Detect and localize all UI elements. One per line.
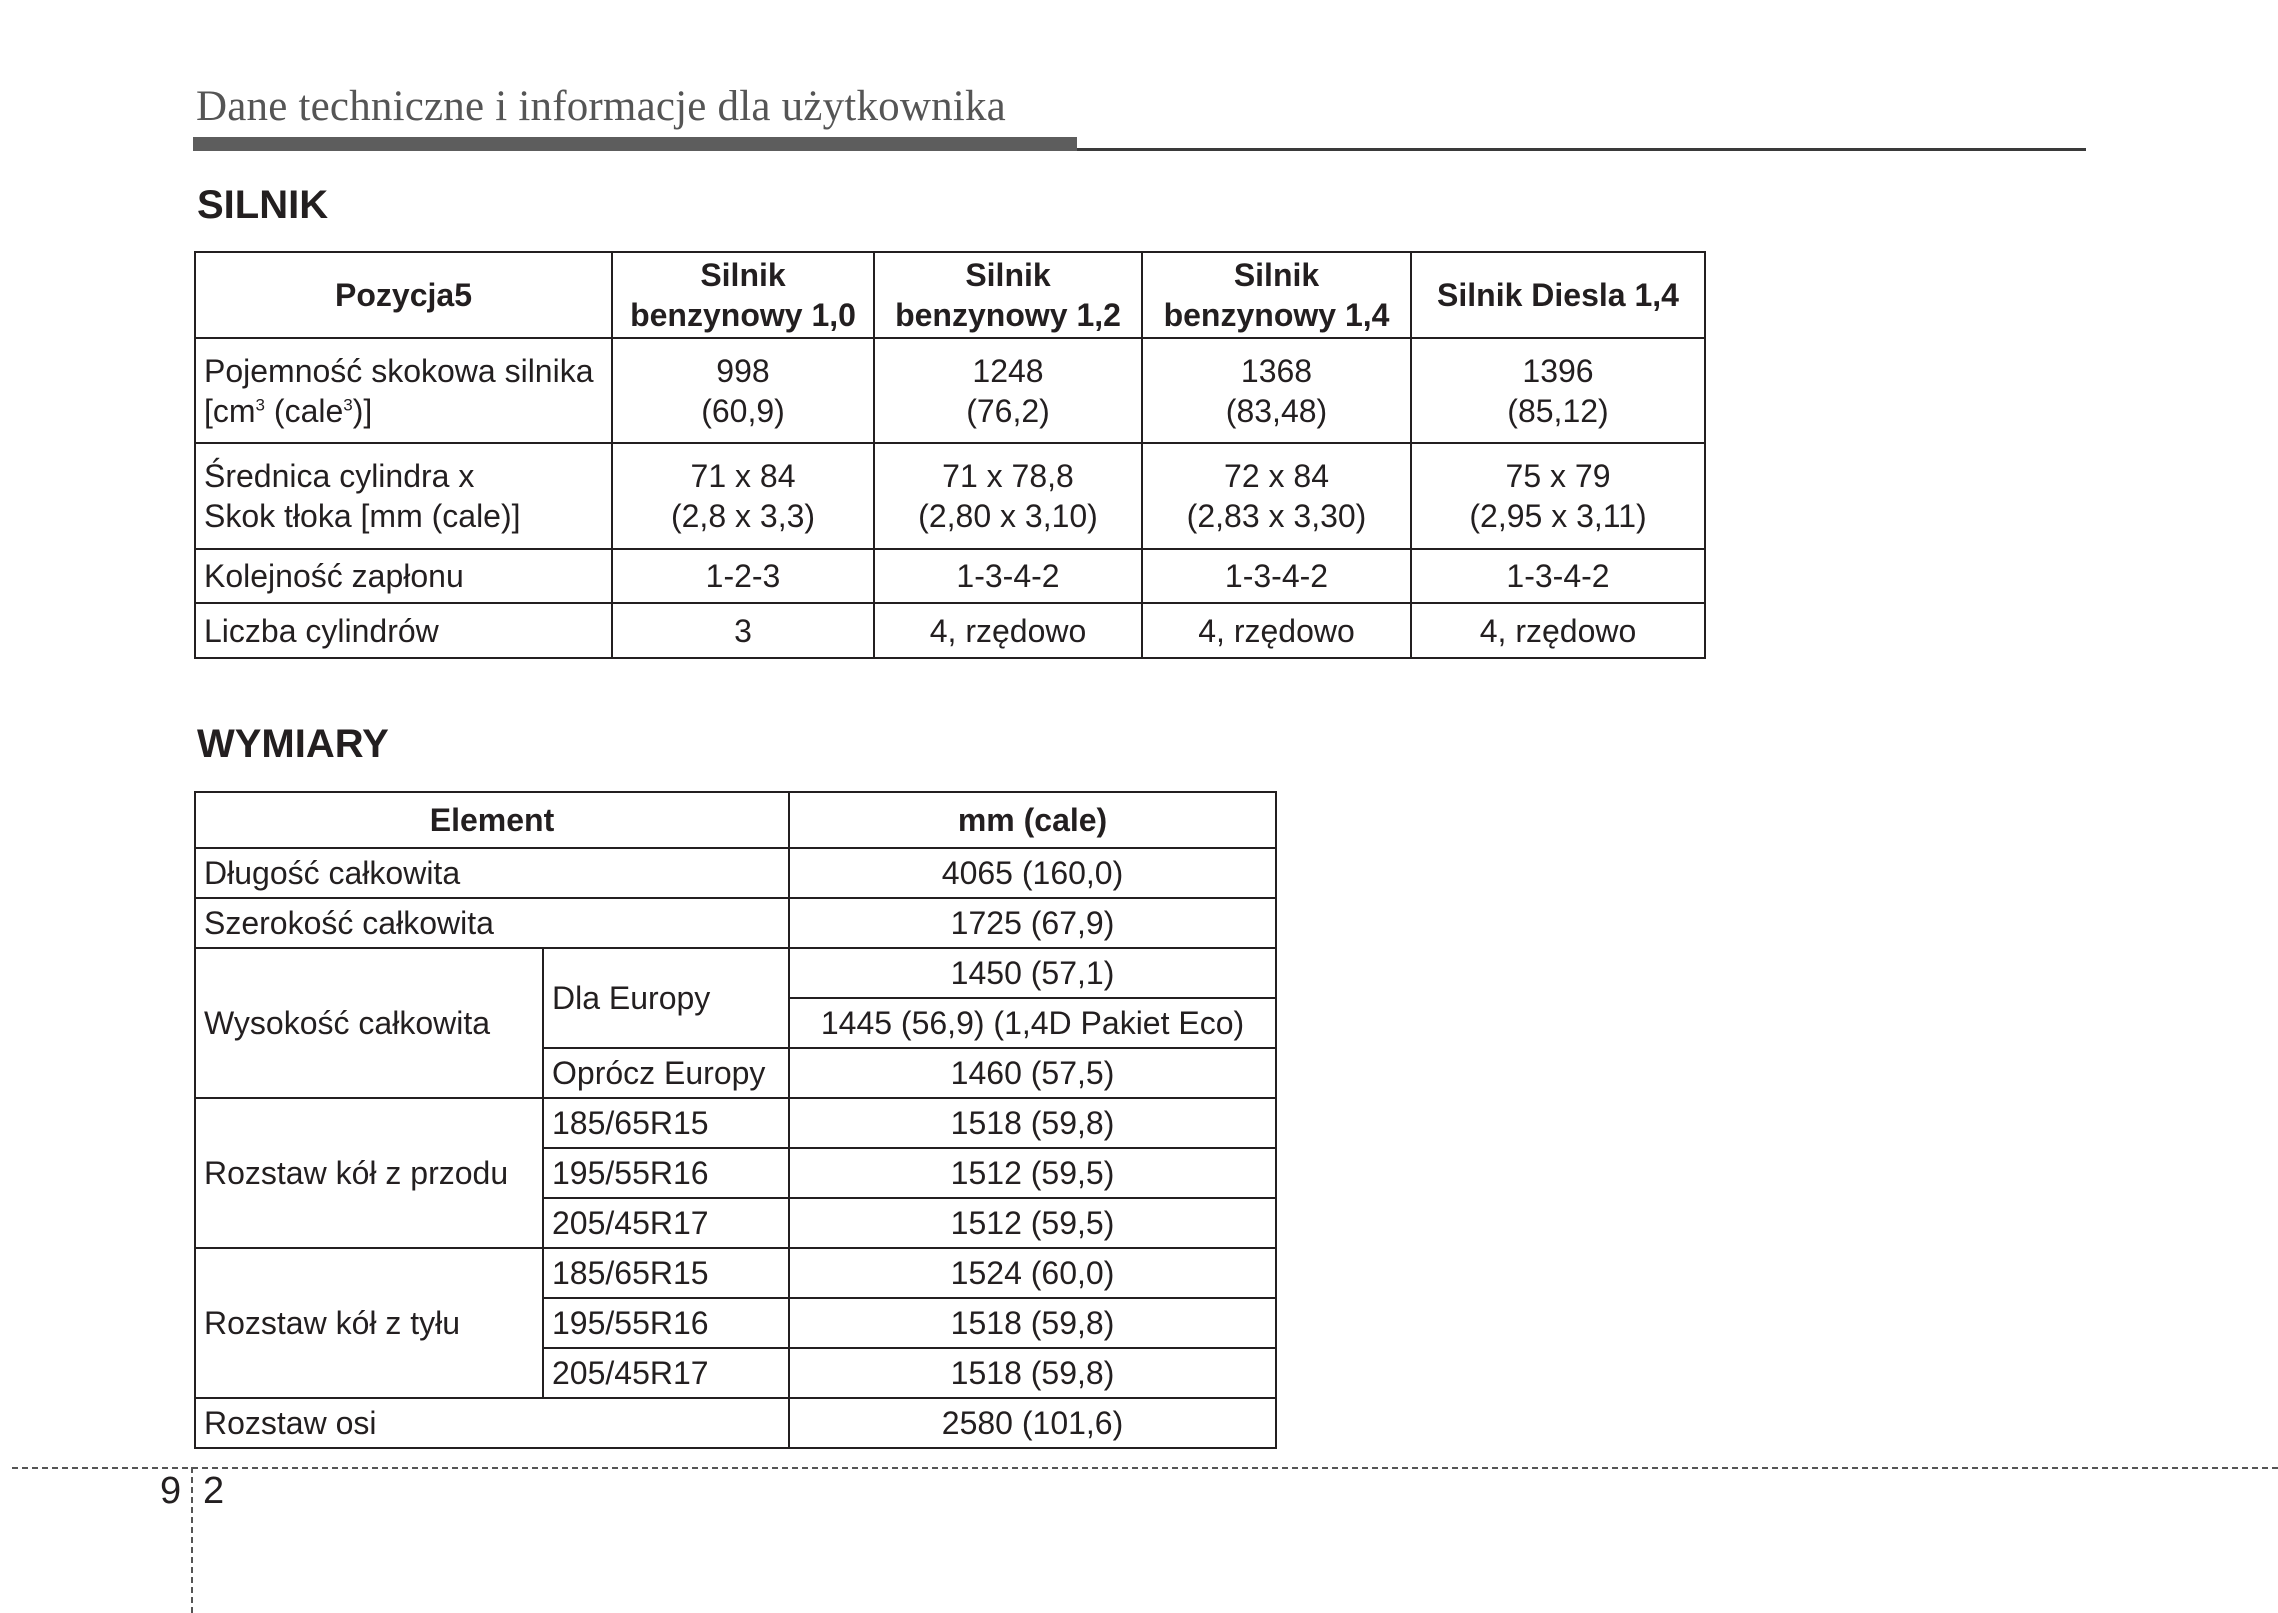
table-cell: 1518 (59,8) [789,1098,1276,1148]
table-cell: 1450 (57,1) [789,948,1276,998]
page-header-title: Dane techniczne i informacje dla użytkownika [196,83,1006,130]
table-cell: 4065 (160,0) [789,848,1276,898]
table-cell: 1460 (57,5) [789,1048,1276,1098]
table-cell: 1-3-4-2 [874,549,1142,603]
sub-label: 205/45R17 [543,1348,789,1398]
row-label: Liczba cylindrów [195,603,612,658]
sub-label: 195/55R16 [543,1148,789,1198]
table-cell: 1-3-4-2 [1142,549,1411,603]
chapter-number: 9 [160,1470,182,1512]
table-cell: 4, rzędowo [1411,603,1705,658]
table-cell: 71 x 84 (2,8 x 3,3) [612,443,874,549]
header-rule-thick [193,137,1077,151]
engine-spec-table [194,251,1706,659]
table-cell: 1-3-4-2 [1411,549,1705,603]
engine-section-title: SILNIK [197,183,329,227]
table-row [195,338,1705,443]
table-row [195,1248,1276,1298]
table-row [195,1098,1276,1148]
engine-col-header: Silnik benzynowy 1,2 [874,252,1142,338]
table-cell: 72 x 84 (2,83 x 3,30) [1142,443,1411,549]
table-cell: 1524 (60,0) [789,1248,1276,1298]
table-cell: 4, rzędowo [1142,603,1411,658]
engine-col-header: Silnik benzynowy 1,4 [1142,252,1411,338]
table-cell: 1368 (83,48) [1142,338,1411,443]
table-cell: 1725 (67,9) [789,898,1276,948]
dimensions-table [194,791,1277,1449]
sub-label: 185/65R15 [543,1248,789,1298]
row-label: Szerokość całkowita [195,898,789,948]
table-cell: 71 x 78,8 (2,80 x 3,10) [874,443,1142,549]
table-cell: 1248 (76,2) [874,338,1142,443]
header-rule-thin [1077,148,2086,151]
table-cell: 1-2-3 [612,549,874,603]
engine-col-header: Pozycja5 [195,252,612,338]
engine-header-row [195,252,1705,338]
table-cell: 1518 (59,8) [789,1348,1276,1398]
row-label: Rozstaw osi [195,1398,789,1448]
page-number: 2 [203,1470,225,1512]
table-cell: 1518 (59,8) [789,1298,1276,1348]
footer-dashed-rule [12,1467,2278,1469]
table-cell: 998 (60,9) [612,338,874,443]
engine-col-header: Silnik benzynowy 1,0 [612,252,874,338]
table-row [195,848,1276,898]
footer-dashed-divider [191,1467,193,1613]
dimensions-section-title: WYMIARY [197,722,389,766]
engine-col-header: Silnik Diesla 1,4 [1411,252,1705,338]
table-cell: 1512 (59,5) [789,1198,1276,1248]
row-label: Rozstaw kół z tyłu [195,1248,543,1398]
table-row [195,443,1705,549]
sub-label: 205/45R17 [543,1198,789,1248]
table-row [195,898,1276,948]
table-cell: 1445 (56,9) (1,4D Pakiet Eco) [789,998,1276,1048]
sub-label: 185/65R15 [543,1098,789,1148]
table-row [195,549,1705,603]
table-cell: 3 [612,603,874,658]
table-cell: 75 x 79 (2,95 x 3,11) [1411,443,1705,549]
table-cell: 2580 (101,6) [789,1398,1276,1448]
row-label: Średnica cylindra x Skok tłoka [mm (cale)] [195,443,612,549]
dimensions-col-header: Element [195,792,789,848]
table-cell: 1396 (85,12) [1411,338,1705,443]
row-label: Kolejność zapłonu [195,549,612,603]
row-label: Długość całkowita [195,848,789,898]
sub-label: 195/55R16 [543,1298,789,1348]
row-label: Pojemność skokowa silnika [$cm^3$ (cale$^3$)] [195,338,612,443]
dimensions-header-row [195,792,1276,848]
row-label: Wysokość całkowita [195,948,543,1098]
table-row [195,948,1276,998]
table-cell: 1512 (59,5) [789,1148,1276,1198]
dimensions-col-header: mm (cale) [789,792,1276,848]
table-cell: 4, rzędowo [874,603,1142,658]
table-row [195,1398,1276,1448]
table-row [195,603,1705,658]
sub-label: Oprócz Europy [543,1048,789,1098]
sub-label: Dla Europy [543,948,789,1048]
row-label: Rozstaw kół z przodu [195,1098,543,1248]
